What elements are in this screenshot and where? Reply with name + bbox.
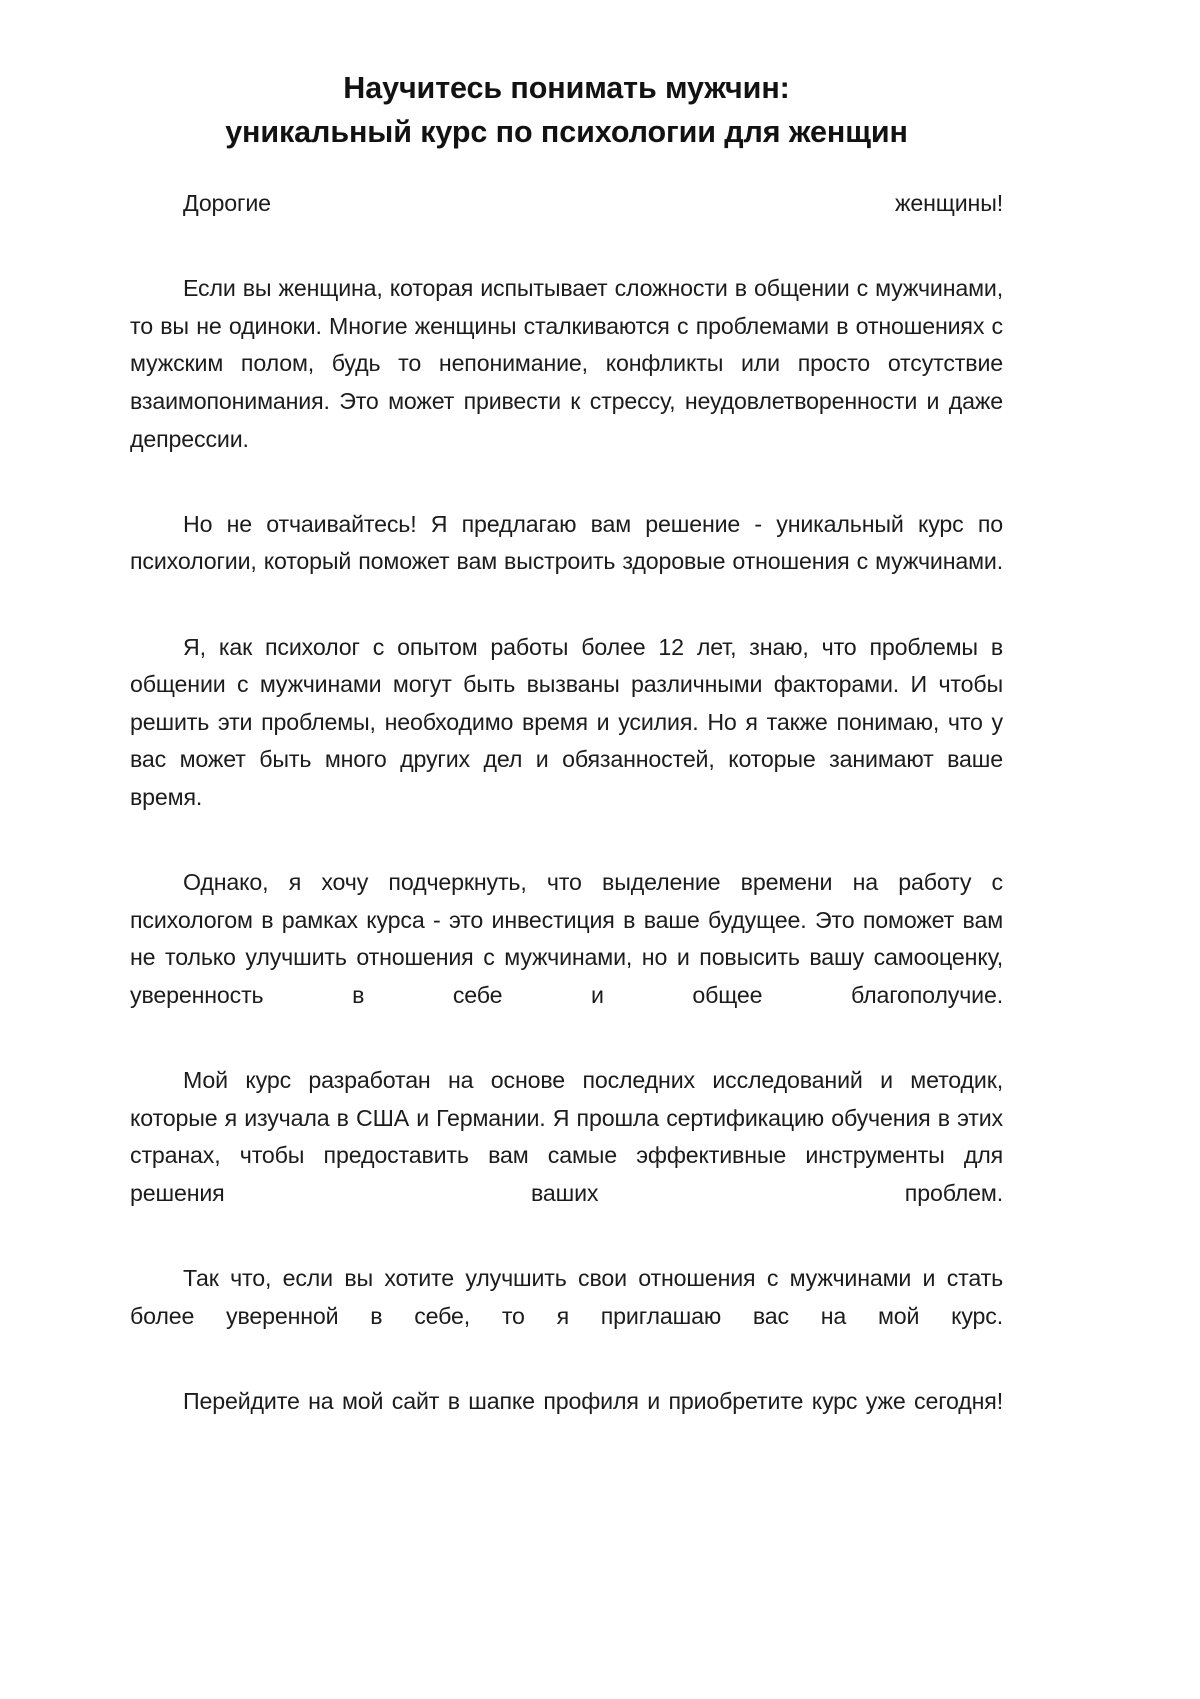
document-paragraph: Мой курс разработан на основе последних исследований и методик, которые я изучала в США и Германии. Я прошла сертификацию обучения в этих странах, чтобы предоставить вам самые эффективные инструменты для решения ваших проблем. (130, 1067, 1003, 1206)
document-title (130, 0, 1003, 154)
document-paragraph: Но не отчаивайтесь! Я предлагаю вам решение - уникальный курс по психологии, который поможет вам выстроить здоровые отношения с мужчинами. (130, 510, 1003, 575)
document-paragraph: Так что, если вы хотите улучшить свои отношения с мужчинами и стать более уверенной в себе, то я приглашаю вас на мой курс. (130, 1265, 1003, 1329)
document-paragraph: Если вы женщина, которая испытывает сложности в общении с мужчинами, то вы не одиноки. Многие женщины сталкиваются с проблемами в отношениях с мужским полом, будь то непонимание, конфликты или просто отсутствие взаимопонимания. Это может привести к стрессу, неудовлетворенности и даже депрессии. (130, 275, 1003, 452)
document-paragraph: Я, как психолог с опытом работы более 12 лет, знаю, что проблемы в общении с мужчинами могут быть вызваны различными факторами. И чтобы решить эти проблемы, необходимо время и усилия. Но я также понимаю, что у вас может быть много других дел и обязанностей, которые занимают ваше время. (130, 633, 1003, 810)
document-title-line-1: Научитесь понимать мужчин: (343, 71, 790, 105)
document-title-line-2: уникальный курс по психологии для женщин (225, 115, 908, 149)
document-paragraph: Перейдите на мой сайт в шапке профиля и приобретите курс уже сегодня! (183, 1387, 1003, 1414)
document-body (130, 0, 1003, 1458)
document-paragraph: Дорогие женщины! (183, 190, 1003, 216)
document-paragraph: Однако, я хочу подчеркнуть, что выделение времени на работу с психологом в рамках курса - это инвестиция в ваше будущее. Это поможет вам не только улучшить отношения с мужчинами, но и повысить вашу самооценку, уверенность в себе и общее благополучие. (130, 869, 1003, 1008)
document-paragraph-list (130, 185, 1003, 1458)
